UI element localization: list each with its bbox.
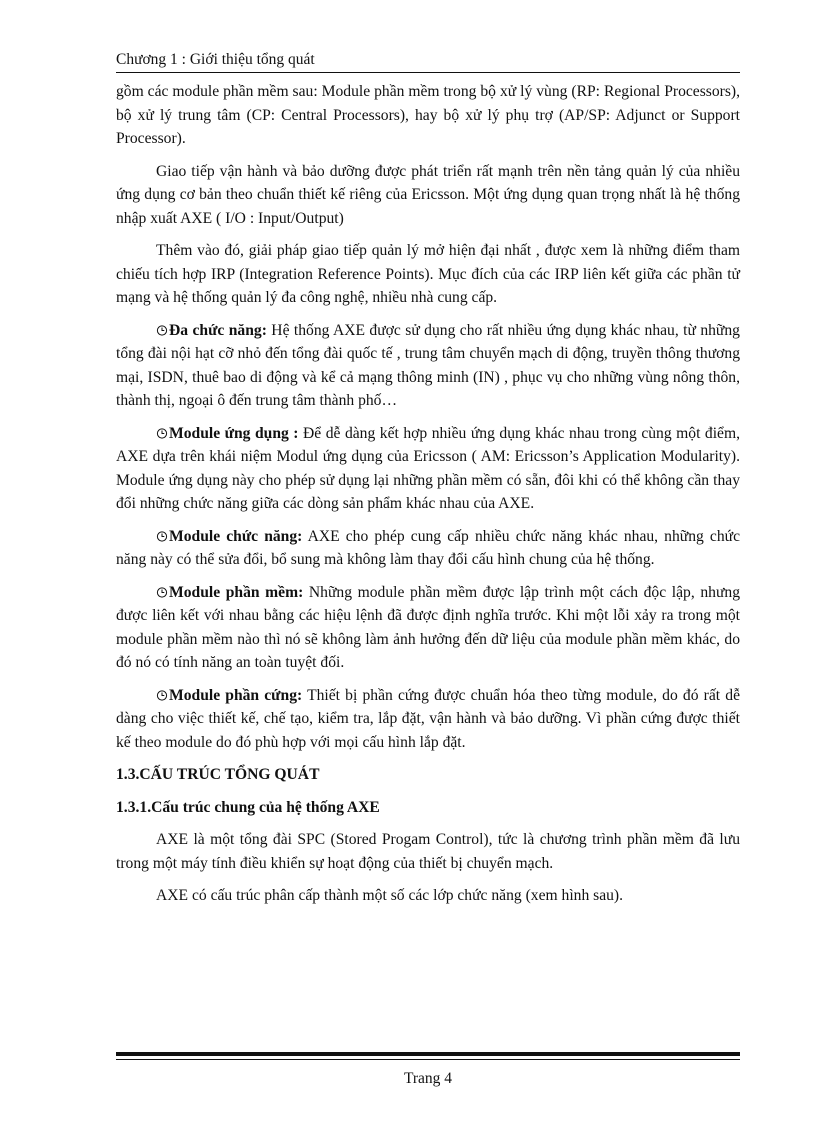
feature-software-module: [116, 581, 740, 675]
feature-text: Thiết bị phần cứng được chuẩn hóa theo từng module, do đó rất dễ dàng cho việc thiết kế, chế tạo, kiểm tra, lắp đặt, vận hành và bảo dưỡng. Vì phần cứng được thiết kế theo module do đó phù hợp với mọi cấu hình lắp đặt.: [116, 686, 741, 751]
feature-function-module: [116, 525, 740, 572]
bullet-clock-icon: [156, 586, 168, 598]
feature-hardware-module: [116, 684, 740, 755]
footer-divider-thin: [116, 1059, 740, 1060]
feature-title: Module chức năng:: [169, 527, 303, 545]
page-header-title: Chương 1 : Giới thiệu tổng quát: [116, 51, 315, 68]
bullet-clock-icon: [156, 427, 168, 439]
feature-title: Module ứng dụng :: [169, 424, 299, 442]
feature-text: AXE cho phép cung cấp nhiều chức năng khác nhau, những chức năng này có thể sửa đổi, bổ sung mà không làm thay đổi cấu hình chung của hệ thống.: [116, 527, 741, 568]
feature-title: Module phần mềm:: [169, 583, 304, 601]
page-content: [116, 80, 740, 917]
feature-title: Đa chức năng:: [169, 321, 267, 339]
paragraph-structure: AXE có cấu trúc phân cấp thành một số các lớp chức năng (xem hình sau).: [156, 887, 624, 904]
feature-text: Để dễ dàng kết hợp nhiều ứng dụng khác nhau trong cùng một điểm, AXE dựa trên khái niệm Modul ứng dụng của Ericsson ( AM: Ericsson’s Application Modularity). Module ứng dụng này cho phép sử dụng lại những phần mềm có sẵn, đôi khi có thể không cần thay đổi những chức năng giữa các dòng sản phẩm khác nhau của AXE.: [116, 424, 740, 512]
feature-text: Hệ thống AXE được sử dụng cho rất nhiều ứng dụng khác nhau, từ những tổng đài nội hạt cỡ nhỏ đến tổng đài quốc tế , trung tâm chuyển mạch di động, truyền thông thương mại, ISDN, thuê bao di động và kể cả mạng thông minh (IN) , phục vụ cho những vùng nông thôn, thành thị, ngoại ô đến trung tâm thành phố…: [116, 321, 740, 409]
bullet-clock-icon: [156, 689, 168, 701]
feature-text: Những module phần mềm được lập trình một cách độc lập, nhưng được liên kết với nhau bằng các hiệu lệnh đã được định nghĩa trước. Khi một lỗi xảy ra trong một module phần mềm nào thì nó sẽ không làm ảnh hưởng đến dữ liệu của module phần mềm khác, do đó nó có tính năng an toàn tuyệt đối.: [116, 583, 740, 671]
feature-multi-function: [116, 319, 740, 413]
page-number: Trang 4: [403, 1070, 453, 1087]
subsection-heading: 1.3.1.Cấu trúc chung của hệ thống AXE: [116, 798, 380, 816]
feature-title: Module phần cứng:: [169, 686, 303, 704]
feature-application-module: [116, 422, 740, 516]
paragraph-irp: Thêm vào đó, giải pháp giao tiếp quản lý mở hiện đại nhất , được xem là những điểm tham chiếu tích hợp IRP (Integration Reference Points). Mục đích của các IRP liên kết giữa các phần tử mạng và hệ thống quản lý đa công nghệ, nhiều nhà cung cấp.: [116, 242, 740, 306]
paragraph-oam: Giao tiếp vận hành và bảo dưỡng được phát triển rất mạnh trên nền tảng quản lý của nhiều ứng dụng cơ bản theo chuẩn thiết kế riêng của Ericsson. Một ứng dụng quan trọng nhất là hệ thống nhập xuất AXE ( I/O : Input/Output): [116, 162, 740, 227]
bullet-clock-icon: [156, 324, 168, 336]
footer-divider-thick: [116, 1052, 740, 1056]
header-divider: [116, 72, 740, 73]
paragraph-intro: gồm các module phần mềm sau: Module phần mềm trong bộ xử lý vùng (RP: Regional Processors), bộ xử lý trung tâm (CP: Central Processors), hay bộ xử lý phụ trợ (AP/SP: Adjunct or Support Processor).: [116, 83, 740, 147]
section-heading: 1.3.CẤU TRÚC TỔNG QUÁT: [116, 766, 320, 783]
paragraph-spc: AXE là một tổng đài SPC (Stored Progam Control), tức là chương trình phần mềm đã lưu trong một máy tính điều khiển sự hoạt động của thiết bị chuyển mạch.: [116, 831, 740, 872]
bullet-clock-icon: [156, 530, 168, 542]
